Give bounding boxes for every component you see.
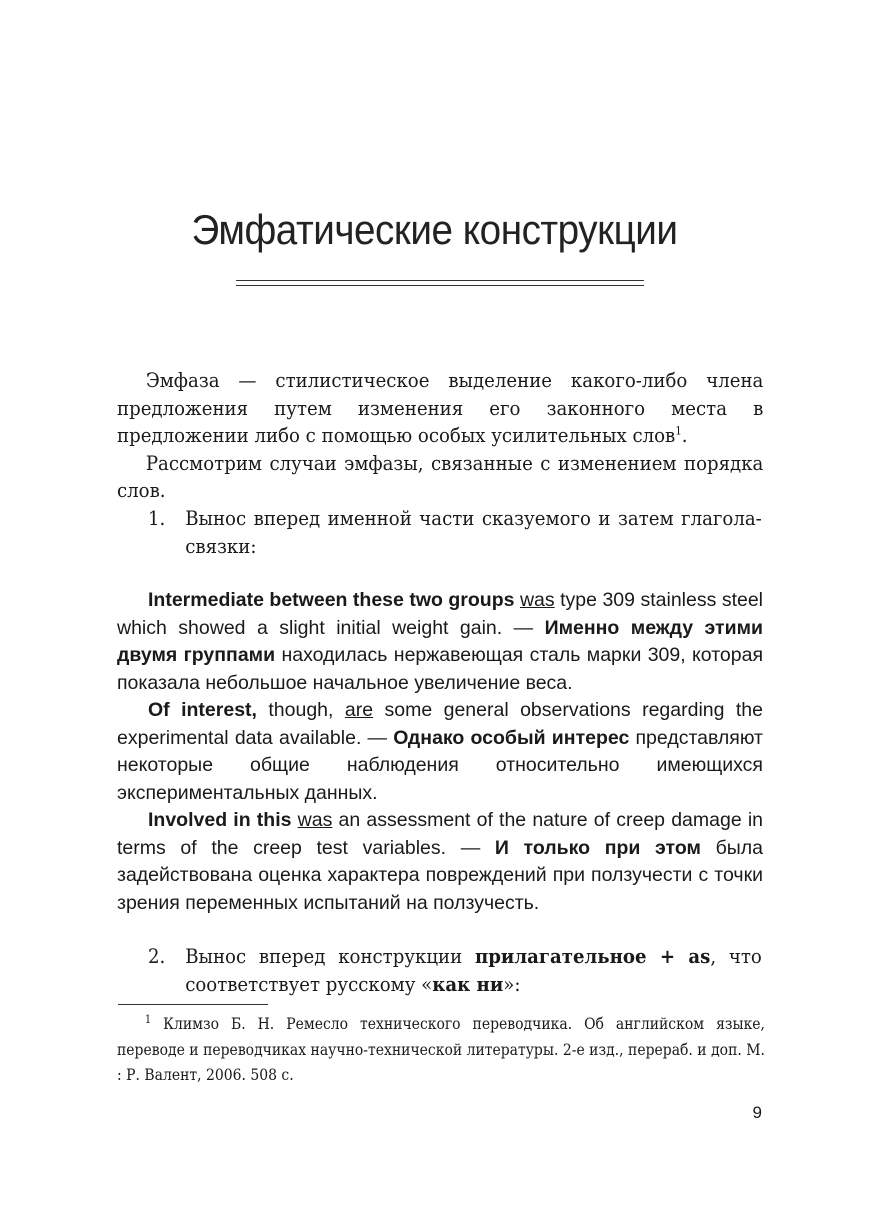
example-3: Involved in this was an assessment of the nature of creep damage in terms of the creep test variables. — И только при этом была задействована оценка характера повреждений при ползучести с точки зрения переменных испытаний на ползучесть.: [117, 809, 764, 914]
page-number: 9: [752, 1103, 762, 1122]
page-title: Эмфатические конструкции: [191, 206, 678, 253]
intro-text: [117, 367, 763, 505]
title-rule-bottom: [236, 285, 644, 286]
footnote: $^1$ Климзо Б. Н. Ремесло технического переводчика. Об английском языке, переводе и переводчиках научно-технической литературы. 2-е изд., перераб. и доп. М. : Р. Валент, 2006. 508 с.: [117, 1012, 765, 1084]
title-rule-top: [236, 280, 644, 281]
intro-paragraph-2: Рассмотрим случаи эмфазы, связанные с изменением порядка слов.: [117, 451, 764, 502]
intro-paragraph-1: Эмфаза — стилистическое выделение какого-либо члена предложения путем изменения его законного места в предложении либо с помощью особых усилительных слов$^1$.: [117, 369, 764, 447]
examples: [117, 587, 763, 917]
footnote-rule: [118, 1004, 268, 1005]
example-2: Of interest, though, are some general observations regarding the experimental data available. — Однако особый интерес представляют некоторые общие наблюдения относительно имеющихся экспериментальных данных.: [117, 699, 763, 804]
list-item-1: 1. Вынос вперед именной части сказуемого и затем глагола-связки:: [148, 507, 762, 558]
footnote-ref: 1: [675, 424, 682, 438]
example-1: Intermediate between these two groups was type 309 stainless steel which showed a slight initial weight gain. — Именно между этими двумя группами находилась нержавеющая сталь марки 309, которая показала небольшое начальное увеличение веса.: [117, 589, 764, 694]
list-item-2: 2. Вынос вперед конструкции прилагательное + as, что соответствует русскому «как ни»:: [148, 945, 762, 996]
